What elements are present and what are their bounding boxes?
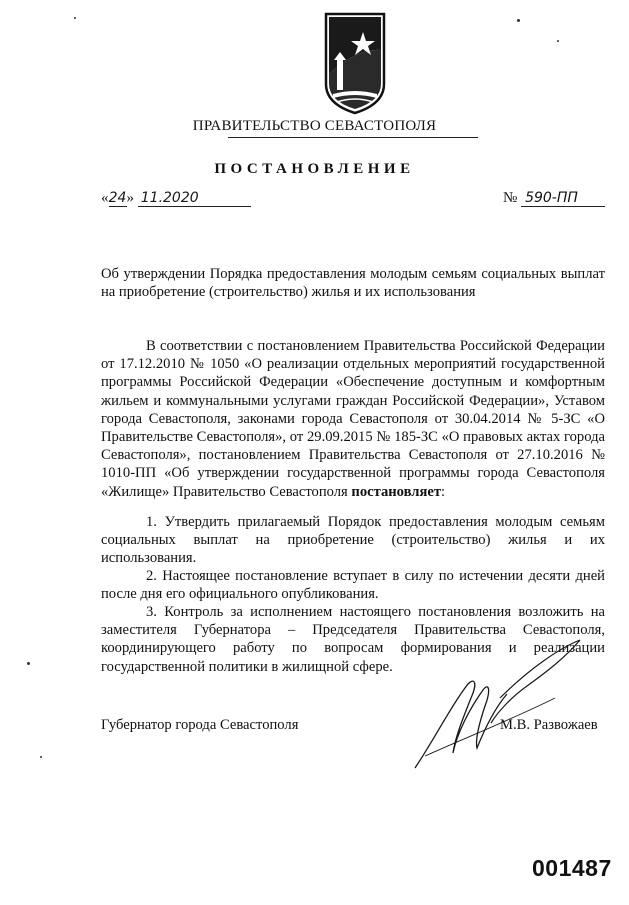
- scan-speck: [27, 662, 30, 665]
- scan-speck: [40, 756, 42, 758]
- scan-speck: [74, 17, 76, 19]
- number-label: №: [503, 190, 518, 206]
- coat-of-arms-emblem: [323, 12, 387, 116]
- preamble-end: :: [441, 483, 446, 500]
- clause-2: 2. Настоящее постановление вступает в силу по истечении десяти дней после дня его официального опубликования.: [101, 568, 605, 603]
- document-type-title: ПОСТАНОВЛЕНИЕ: [214, 161, 415, 177]
- date-day: 24: [108, 190, 127, 206]
- number-value: 590-ПП: [521, 190, 605, 207]
- document-number: [503, 190, 605, 207]
- scan-speck: [557, 40, 559, 42]
- government-name: ПРАВИТЕЛЬСТВО СЕВАСТОПОЛЯ: [192, 118, 437, 134]
- document-subject: Об утверждении Порядка предоставления молодым семьям социальных выплат на приобретение (строительство) жилья и их использования: [101, 266, 605, 300]
- signer-position: Губернатор города Севастополя: [101, 717, 299, 733]
- serial-number: 001487: [532, 855, 612, 881]
- date-quote-close: »: [126, 190, 134, 206]
- preamble-text: В соответствии с постановлением Правительства Российской Федерации от 17.12.2010 № 1050 «О реализации отдельных мероприятий государственной программы Российской Федерации «Обеспечение доступным и комфортным жильем и коммунальными услугами граждан Российской Федерации», Уставом города Севастополя, законами города Севастополя от 30.04.2014 № 5-ЗС «О Правительстве Севастополя», от 29.09.2015 № 185-ЗС «О правовых актах города Севастополя», постановлением Правительства Севастополя от 27.10.2016 № 1010-ПП «Об утверждении государственной программы города Севастополя «Жилище» Правительство Севастополя: [101, 338, 605, 500]
- scan-speck: [517, 19, 520, 22]
- preamble-paragraph: [101, 337, 605, 501]
- date-quote-open: «: [101, 190, 109, 206]
- clause-1: 1. Утвердить прилагаемый Порядок предоставления молодым семьям социальных выплат на приобретение (строительство) жилья и их использования.: [101, 514, 605, 567]
- date-month-year: 11.2020: [138, 190, 251, 207]
- document-date: [101, 190, 251, 207]
- clause-3: 3. Контроль за исполнением настоящего постановления возложить на заместителя Губернатора – Председателя Правительства Севастополя, координирующего работу по вопросам формирования и реализации государственной политики в жилищной сфере.: [101, 604, 605, 675]
- signer-name: М.В. Развожаев: [500, 717, 598, 733]
- header-divider: [228, 137, 478, 138]
- handwritten-signature: [395, 628, 595, 778]
- preamble-keyword: постановляет: [351, 483, 442, 500]
